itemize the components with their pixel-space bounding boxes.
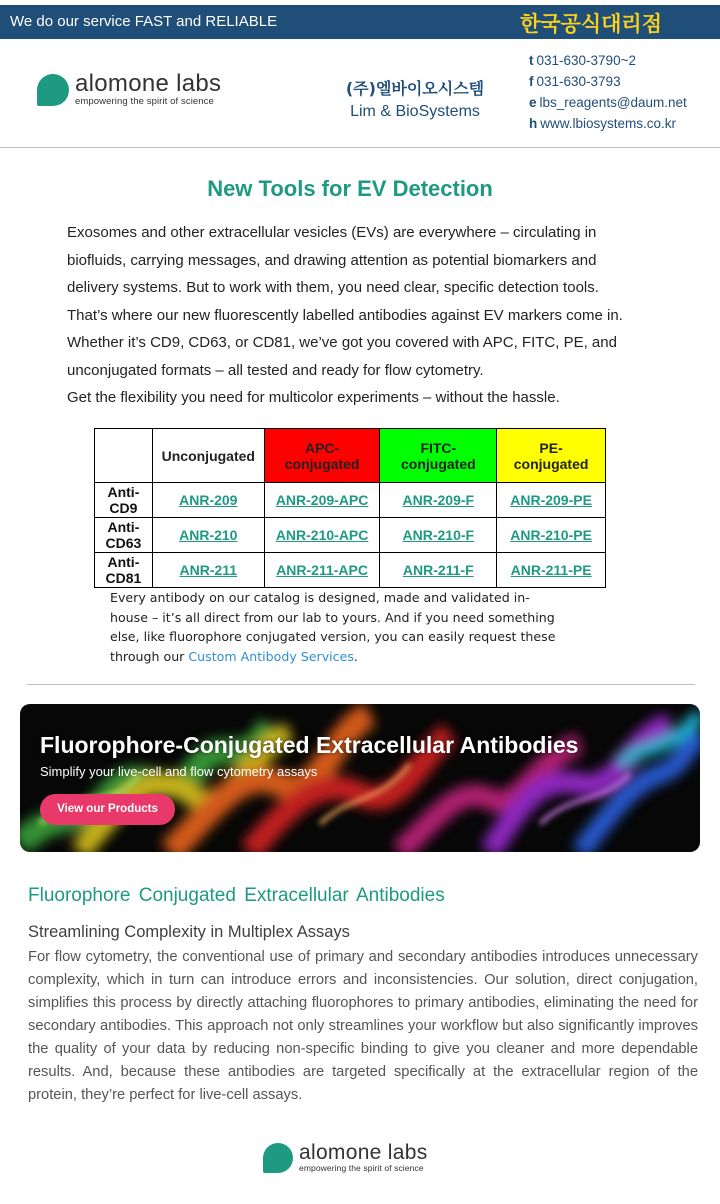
section-subtitle: Streamlining Complexity in Multiplex Assays bbox=[28, 923, 350, 941]
header-fitc: FITC- conjugated bbox=[380, 429, 497, 483]
note-line: through our Custom Antibody Services. bbox=[110, 648, 358, 664]
table-row bbox=[95, 483, 606, 518]
product-link[interactable]: ANR-209 bbox=[179, 492, 238, 508]
distributor-english-name: Lim & BioSystems bbox=[350, 103, 480, 120]
product-link[interactable]: ANR-211-PE bbox=[510, 562, 592, 578]
product-link[interactable]: ANR-209-PE bbox=[510, 492, 592, 508]
product-link[interactable]: ANR-211 bbox=[179, 562, 238, 578]
intro-paragraph bbox=[67, 219, 677, 412]
product-link[interactable]: ANR-210-PE bbox=[510, 527, 592, 543]
section-title: Fluorophore Conjugated Extracellular Antibodies bbox=[28, 885, 445, 906]
table-corner-cell bbox=[95, 429, 153, 483]
intro-line: unconjugated formats – all tested and ready for flow cytometry. bbox=[67, 361, 484, 379]
product-link[interactable]: ANR-210-APC bbox=[275, 527, 369, 543]
row-label-cd63: Anti- CD63 bbox=[95, 518, 153, 553]
header-apc: APC- conjugated bbox=[264, 429, 380, 483]
note-line: Every antibody on our catalog is designed, made and validated in- bbox=[110, 590, 530, 605]
intro-line: Whether it’s CD9, CD63, or CD81, we’ve got you covered with APC, FITC, PE, and bbox=[67, 334, 617, 351]
footer-brand-slogan: empowering the spirit of science bbox=[299, 1163, 424, 1173]
intro-line: biofluids, carrying messages, and drawing attention as potential biomarkers and bbox=[67, 251, 597, 269]
intro-line: That’s where our new fluorescently labelled antibodies against EV markers come in. bbox=[67, 306, 623, 324]
contact-info bbox=[529, 50, 687, 134]
table-header-row bbox=[95, 429, 606, 483]
page-headline: New Tools for EV Detection bbox=[207, 176, 493, 201]
header-divider bbox=[0, 147, 720, 148]
contact-phone: t 031-630-3790~2 bbox=[529, 53, 636, 68]
intro-line: Exosomes and other extracellular vesicles (EVs) are everywhere – circulating in bbox=[67, 224, 597, 241]
row-label-cd9: Anti- CD9 bbox=[95, 483, 153, 518]
view-products-button[interactable]: View our Products bbox=[40, 794, 175, 825]
table-row bbox=[95, 553, 606, 588]
custom-antibody-services-link[interactable]: Custom Antibody Services bbox=[188, 648, 354, 664]
product-link[interactable]: ANR-211-APC bbox=[276, 562, 368, 578]
note-line: else, like fluorophore conjugated version, you can easily request these bbox=[110, 629, 556, 644]
alomone-logo-mark-icon bbox=[37, 74, 69, 106]
section-divider bbox=[27, 684, 695, 685]
official-agent-label: 한국공식대리점 bbox=[519, 12, 662, 36]
contact-fax: f 031-630-3793 bbox=[529, 74, 621, 89]
banner-title: Fluorophore-Conjugated Extracellular Antibodies bbox=[40, 732, 579, 758]
promo-banner[interactable] bbox=[20, 704, 700, 852]
brand-name: alomone labs bbox=[75, 70, 222, 97]
contact-homepage[interactable]: h www.lbiosystems.co.kr bbox=[529, 116, 677, 131]
intro-line: Get the flexibility you need for multicolor experiments – without the hassle. bbox=[67, 389, 560, 406]
intro-line: delivery systems. But to work with them, you need clear, specific detection tools. bbox=[67, 279, 599, 296]
banner-subtitle: Simplify your live-cell and flow cytometry assays bbox=[40, 764, 318, 779]
alomone-logo-mark-icon bbox=[263, 1143, 293, 1173]
header-pe: PE- conjugated bbox=[497, 429, 606, 483]
product-link[interactable]: ANR-210 bbox=[179, 527, 238, 543]
distributor-korean-name: (주)엘바이오시스템 bbox=[345, 79, 485, 98]
catalog-note bbox=[110, 588, 610, 666]
alomone-logo[interactable] bbox=[37, 72, 221, 107]
note-line: house – it’s all direct from our lab to yours. And if you need something bbox=[110, 609, 555, 625]
contact-email[interactable]: e lbs_reagents@daum.net bbox=[529, 95, 687, 110]
footer-brand-name: alomone labs bbox=[299, 1141, 428, 1164]
product-link[interactable]: ANR-210-F bbox=[402, 527, 475, 543]
product-table bbox=[94, 428, 606, 588]
top-banner-bar bbox=[0, 5, 720, 39]
service-tagline: We do our service FAST and RELIABLE bbox=[10, 13, 278, 30]
product-link[interactable]: ANR-211-F bbox=[402, 562, 474, 578]
product-link[interactable]: ANR-209-APC bbox=[275, 492, 369, 508]
header-unconjugated: Unconjugated bbox=[152, 429, 264, 483]
table-row bbox=[95, 518, 606, 553]
brand-slogan: empowering the spirit of science bbox=[75, 96, 214, 107]
row-label-cd81: Anti- CD81 bbox=[95, 553, 153, 588]
section-body: For flow cytometry, the conventional use of primary and secondary antibodies introduces unnecessary complexity, which in turn can introduce errors and inconsistencies. Our solution, direct conjugation, simplifies this process by directly attaching fluorophores to primary antibodies, eliminating the need for secondary antibodies. This approach not only streamlines your workflow but also significantly improves the quality of your data by reducing non-specific binding to give you cleaner and more dependable results. And, because these antibodies are targeted specifically at the extracellular region of the protein, they’re perfect for live-cell assays. bbox=[28, 949, 698, 1103]
product-link[interactable]: ANR-209-F bbox=[402, 492, 475, 508]
footer-alomone-logo[interactable] bbox=[263, 1142, 428, 1173]
distributor-block bbox=[330, 76, 500, 121]
